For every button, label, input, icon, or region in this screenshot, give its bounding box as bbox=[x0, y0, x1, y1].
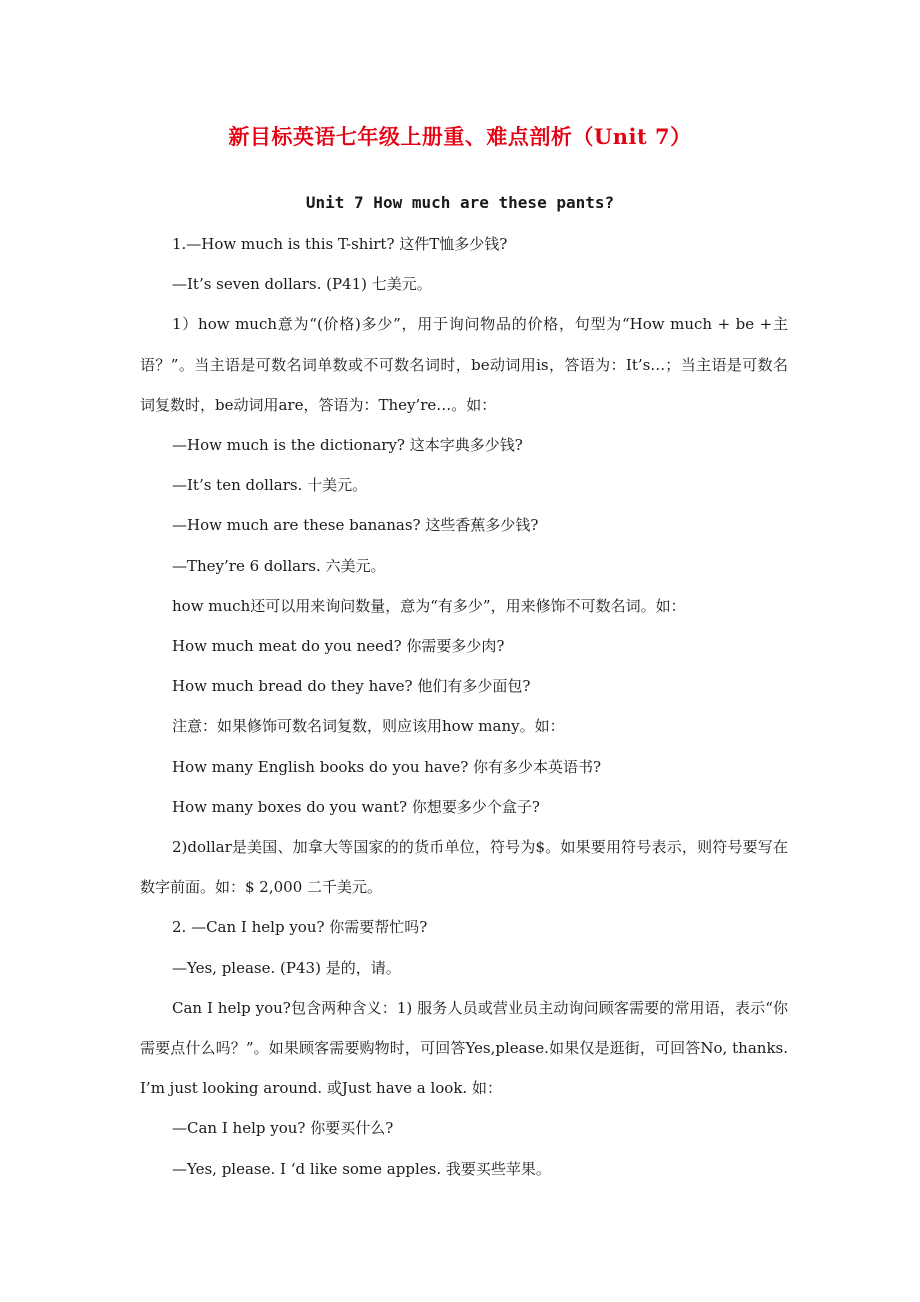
paragraph-5: —It’s ten dollars. 十美元。 bbox=[172, 476, 368, 495]
paragraph-9: How much meat do you need? 你需要多少肉? bbox=[172, 637, 505, 656]
paragraph-11: 注意：如果修饰可数名词复数，则应该用how many。如： bbox=[172, 717, 565, 736]
paragraph-18: —Can I help you? 你要买什么? bbox=[172, 1119, 394, 1138]
paragraph-4: —How much is the dictionary? 这本字典多少钱? bbox=[172, 436, 523, 455]
paragraph-8: how much还可以用来询问数量，意为“有多少”，用来修饰不可数名词。如： bbox=[172, 596, 686, 615]
paragraph-1: 1.—How much is this T-shirt? 这件T恤多少钱? bbox=[172, 235, 508, 253]
document-title: 新目标英语七年级上册重、难点剖析（Unit 7） bbox=[228, 124, 692, 149]
unit-heading: Unit 7 How much are these pants? bbox=[305, 193, 615, 212]
paragraph-10: How much bread do they have? 他们有多少面包? bbox=[172, 677, 531, 696]
paragraph-15: 2. —Can I help you? 你需要帮忙吗? bbox=[172, 918, 428, 937]
paragraph-12: How many English books do you have? 你有多少本英语书? bbox=[172, 757, 602, 776]
paragraph-14: 2)dollar是美国、加拿大等国家的的货币单位，符号为$。如果要用符号表示，则符号要写在数字前面。如：$ 2,000 二千美元。 bbox=[140, 838, 788, 897]
paragraph-16: —Yes, please. (P43) 是的，请。 bbox=[172, 958, 401, 977]
paragraph-13: How many boxes do you want? 你想要多少个盒子? bbox=[172, 797, 540, 816]
document-body bbox=[140, 224, 788, 1189]
paragraph-3: 1）how much意为“(价格)多少”，用于询问物品的价格，句型为“How much + be +主语？”。当主语是可数名词单数或不可数名词时，be动词用is，答语为：It’s…；当主语是可数名词复数时，be动词用are，答语为：They’re…。如： bbox=[140, 315, 788, 414]
paragraph-17: Can I help you?包含两种含义：1) 服务人员或营业员主动询问顾客需要的常用语，表示“你需要点什么吗？”。如果顾客需要购物时，可回答Yes,please.如果仅是逛街，可回答No, thanks. I’m just looking around. 或Just have a look. 如： bbox=[140, 998, 788, 1098]
paragraph-2: —It’s seven dollars. (P41) 七美元。 bbox=[172, 275, 432, 294]
paragraph-19: —Yes, please. I ‘d like some apples. 我要买些苹果。 bbox=[172, 1159, 551, 1178]
paragraph-6: —How much are these bananas? 这些香蕉多少钱? bbox=[172, 516, 539, 535]
paragraph-7: —They’re 6 dollars. 六美元。 bbox=[172, 556, 386, 575]
